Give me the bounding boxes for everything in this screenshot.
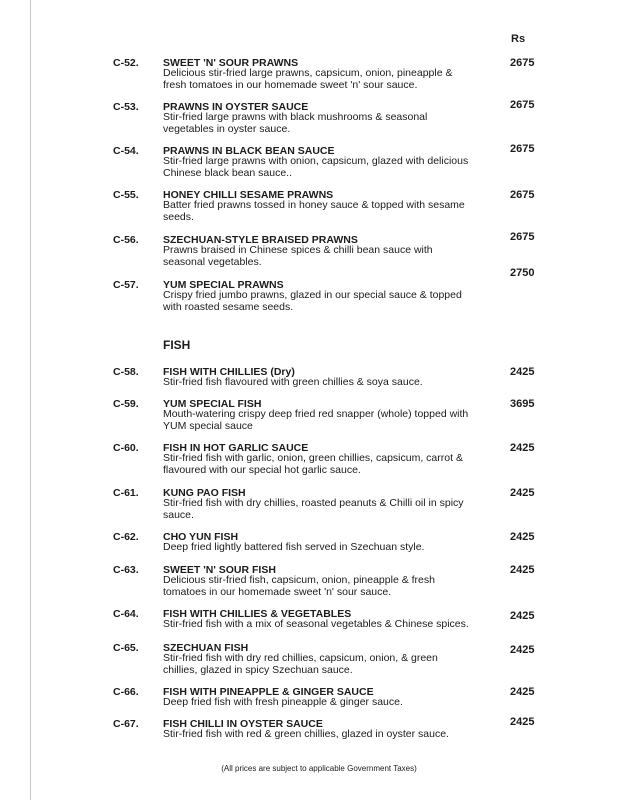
menu-item <box>0 718 638 758</box>
item-price: 2675 <box>510 189 535 201</box>
item-code: C-55. <box>113 189 139 201</box>
item-description: Stir-fried fish with a mix of seasonal vegetables & Chinese spices. <box>163 618 469 630</box>
item-name: HONEY CHILLI SESAME PRAWNS <box>163 189 334 201</box>
item-price: 2750 <box>510 267 535 279</box>
item-description: Stir-fried fish with dry chillies, roasted peanuts & Chilli oil in spicy sauce. <box>163 497 464 521</box>
item-description: Stir-fried large prawns with black mushrooms & seasonal vegetables in oyster sauce. <box>163 111 428 135</box>
item-code: C-60. <box>113 442 139 454</box>
item-code: C-54. <box>113 145 139 157</box>
item-name: FISH WITH CHILLIES (Dry) <box>163 366 295 378</box>
item-code: C-61. <box>113 487 139 499</box>
menu-item <box>0 145 638 185</box>
item-code: C-57. <box>113 279 139 291</box>
item-description: Deep fried lightly battered fish served in Szechuan style. <box>163 541 425 553</box>
item-code: C-64. <box>113 608 139 620</box>
item-code: C-66. <box>113 686 139 698</box>
item-price: 3695 <box>510 398 535 410</box>
item-code: C-65. <box>113 642 139 654</box>
item-price: 2425 <box>510 564 535 576</box>
item-price: 2675 <box>510 231 535 243</box>
item-name: YUM SPECIAL PRAWNS <box>163 279 284 291</box>
item-name: SWEET 'N' SOUR PRAWNS <box>163 57 299 69</box>
item-name: YUM SPECIAL FISH <box>163 398 262 410</box>
item-name: SZECHUAN-STYLE BRAISED PRAWNS <box>163 234 358 246</box>
item-code: C-58. <box>113 366 139 378</box>
item-description: Deep fried fish with fresh pineapple & ginger sauce. <box>163 696 403 708</box>
menu-item <box>0 398 638 438</box>
item-price: 2425 <box>510 686 535 698</box>
item-description: Prawns braised in Chinese spices & chilli bean sauce with seasonal vegetables. <box>163 244 433 268</box>
item-description: Stir-fried fish with red & green chillies, glazed in oyster sauce. <box>163 728 449 740</box>
menu-item <box>0 564 638 604</box>
item-name: PRAWNS IN OYSTER SAUCE <box>163 101 309 113</box>
item-name: FISH WITH PINEAPPLE & GINGER SAUCE <box>163 686 374 698</box>
item-description: Delicious stir-fried large prawns, capsicum, onion, pineapple & fresh tomatoes in our homemade sweet 'n' sour sauce. <box>163 67 453 91</box>
item-name: FISH CHILLI IN OYSTER SAUCE <box>163 718 323 730</box>
item-price: 2675 <box>510 99 535 111</box>
menu-item <box>0 231 638 274</box>
item-name: SZECHUAN FISH <box>163 642 249 654</box>
item-code: C-62. <box>113 531 139 543</box>
tax-footer-note: (All prices are subject to applicable Government Taxes) <box>221 764 417 773</box>
item-code: C-52. <box>113 57 139 69</box>
item-description: Stir-fried fish with garlic, onion, green chillies, capsicum, carrot & flavoured with our special hot garlic sauce. <box>163 452 463 476</box>
item-description: Mouth-watering crispy deep fried red snapper (whole) topped with YUM special sauce <box>163 408 469 432</box>
item-code: C-56. <box>113 234 139 246</box>
item-price: 2425 <box>510 487 535 499</box>
item-price: 2425 <box>510 442 535 454</box>
menu-item <box>0 267 638 319</box>
item-code: C-67. <box>113 718 139 730</box>
menu-item <box>0 487 638 527</box>
item-description: Stir-fried fish flavoured with green chillies & soya sauce. <box>163 376 423 388</box>
item-description: Crispy fried jumbo prawns, glazed in our special sauce & topped with roasted sesame seeds. <box>163 289 462 313</box>
item-name: KUNG PAO FISH <box>163 487 246 499</box>
item-name: CHO YUN FISH <box>163 531 239 543</box>
item-price: 2425 <box>510 716 535 728</box>
item-price: 2425 <box>510 610 535 622</box>
item-code: C-53. <box>113 101 139 113</box>
item-name: FISH IN HOT GARLIC SAUCE <box>163 442 309 454</box>
item-price: 2425 <box>510 366 535 378</box>
item-name: FISH WITH CHILLIES & VEGETABLES <box>163 608 352 620</box>
menu-item <box>0 57 638 97</box>
item-price: 2425 <box>510 531 535 543</box>
item-price: 2675 <box>510 57 535 69</box>
item-price: 2425 <box>510 644 535 656</box>
item-description: Delicious stir-fried fish, capsicum, onion, pineapple & fresh tomatoes in our homemade sweet 'n' sour sauce. <box>163 574 435 598</box>
item-description: Stir-fried large prawns with onion, capsicum, glazed with delicious Chinese black bean sauce.. <box>163 155 469 179</box>
item-description: Stir-fried fish with dry red chillies, capsicum, onion, & green chillies, glazed in spicy Szechuan sauce. <box>163 652 438 676</box>
section-title-fish: FISH <box>163 338 191 352</box>
item-code: C-59. <box>113 398 139 410</box>
item-code: C-63. <box>113 564 139 576</box>
item-price: 2675 <box>510 143 535 155</box>
item-name: PRAWNS IN BLACK BEAN SAUCE <box>163 145 335 157</box>
currency-label: Rs <box>511 33 526 45</box>
menu-item <box>0 642 638 682</box>
menu-item <box>0 189 638 229</box>
item-name: SWEET 'N' SOUR FISH <box>163 564 276 576</box>
menu-item <box>0 101 638 141</box>
item-description: Batter fried prawns tossed in honey sauce & topped with sesame seeds. <box>163 199 465 223</box>
menu-item <box>0 442 638 482</box>
